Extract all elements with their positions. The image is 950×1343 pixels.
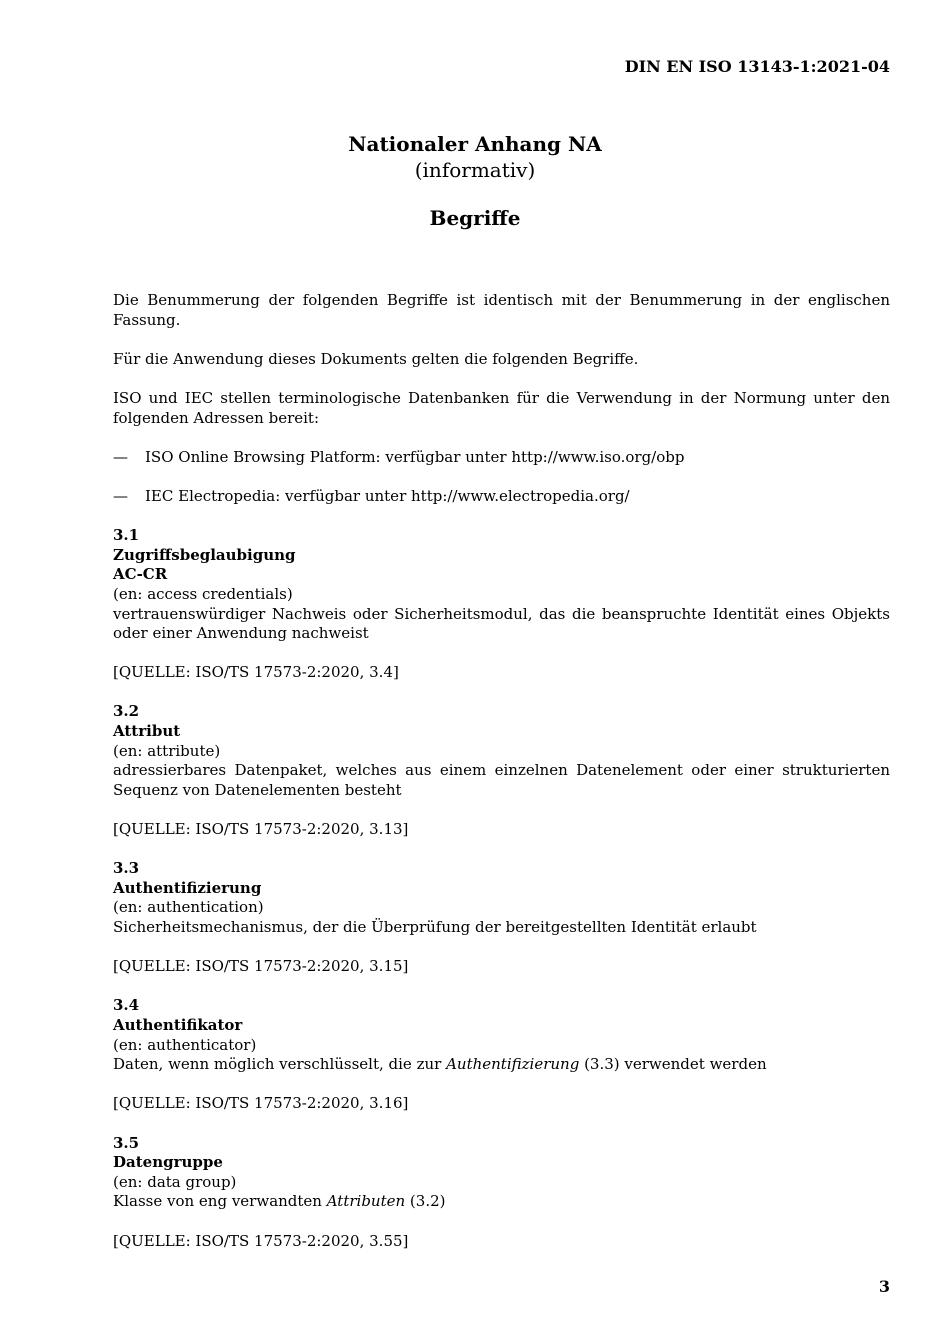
term-reference: Attributen (326, 1192, 406, 1211)
term-definition (113, 1055, 890, 1075)
dash-bullet: — (113, 486, 128, 505)
annex-title: Nationaler Anhang NA (348, 132, 602, 156)
term-number: 3.4 (113, 996, 140, 1015)
intro-paragraph: Die Benummerung der folgenden Begriffe ist identisch mit der Benummerung in der englischen Fassung. (113, 291, 890, 329)
term-source: [QUELLE: ISO/TS 17573-2:2020, 3.55] (113, 1231, 409, 1250)
annex-subtitle: (informativ) (414, 158, 536, 182)
term-entry (113, 859, 890, 937)
definition-text: Daten, wenn möglich verschlüsselt, die zur (113, 1055, 447, 1074)
term-name: Attribut (113, 722, 181, 741)
term-name: Authentifizierung (113, 878, 262, 897)
intro-paragraph: Für die Anwendung dieses Dokuments gelten die folgenden Begriffe. (113, 349, 639, 368)
term-entry (113, 526, 890, 644)
list-item-text: IEC Electropedia: verfügbar unter http://www.electropedia.org/ (145, 486, 630, 505)
list-item (113, 487, 890, 507)
term-abbreviation: AC-CR (113, 565, 168, 584)
annex-title-block (0, 131, 950, 231)
term-number: 3.3 (113, 859, 140, 878)
term-entry (113, 702, 890, 800)
term-number: 3.2 (113, 702, 140, 721)
term-name: Zugriffsbeglaubigung (113, 545, 296, 564)
definition-text: (3.3) verwendet werden (579, 1055, 767, 1074)
definition-text: (3.2) (405, 1192, 446, 1211)
term-english: (en: access credentials) (113, 584, 293, 603)
term-definition (113, 1192, 890, 1212)
term-english: (en: attribute) (113, 741, 221, 760)
term-english: (en: authenticator) (113, 1035, 257, 1054)
term-reference: Authentifizierung (446, 1055, 580, 1074)
term-source: [QUELLE: ISO/TS 17573-2:2020, 3.16] (113, 1094, 409, 1113)
term-definition: vertrauenswürdiger Nachweis oder Sicherheitsmodul, das die beanspruchte Identität eines Objekts oder einer Anwendung nachweist (113, 604, 890, 643)
term-english: (en: authentication) (113, 898, 264, 917)
term-source: [QUELLE: ISO/TS 17573-2:2020, 3.4] (113, 663, 399, 682)
term-definition: Sicherheitsmechanismus, der die Überprüfung der bereitgestellten Identität erlaubt (113, 918, 757, 936)
page-number: 3 (878, 1277, 890, 1296)
term-number: 3.1 (113, 526, 140, 545)
intro-paragraph: ISO und IEC stellen terminologische Datenbanken für die Verwendung in der Normung unter den folgenden Adressen bereit: (113, 388, 890, 427)
definition-text: Klasse von eng verwandten (113, 1192, 327, 1211)
term-name: Datengruppe (113, 1153, 223, 1172)
dash-bullet: — (113, 447, 128, 466)
term-entry (113, 996, 890, 1074)
term-source: [QUELLE: ISO/TS 17573-2:2020, 3.15] (113, 957, 409, 976)
document-id: DIN EN ISO 13143-1:2021-04 (624, 57, 890, 76)
term-definition: adressierbares Datenpaket, welches aus einem einzelnen Datenelement oder einer strukturierten Sequenz von Datenelementen besteht (113, 761, 890, 799)
term-name: Authentifikator (113, 1015, 243, 1034)
document-body (113, 291, 890, 1271)
term-entry (113, 1134, 890, 1212)
term-source: [QUELLE: ISO/TS 17573-2:2020, 3.13] (113, 820, 409, 839)
list-item-text: ISO Online Browsing Platform: verfügbar unter http://www.iso.org/obp (145, 447, 685, 466)
term-english: (en: data group) (113, 1172, 237, 1191)
term-number: 3.5 (113, 1133, 140, 1152)
list-item (113, 448, 890, 468)
section-title: Begriffe (429, 206, 521, 230)
